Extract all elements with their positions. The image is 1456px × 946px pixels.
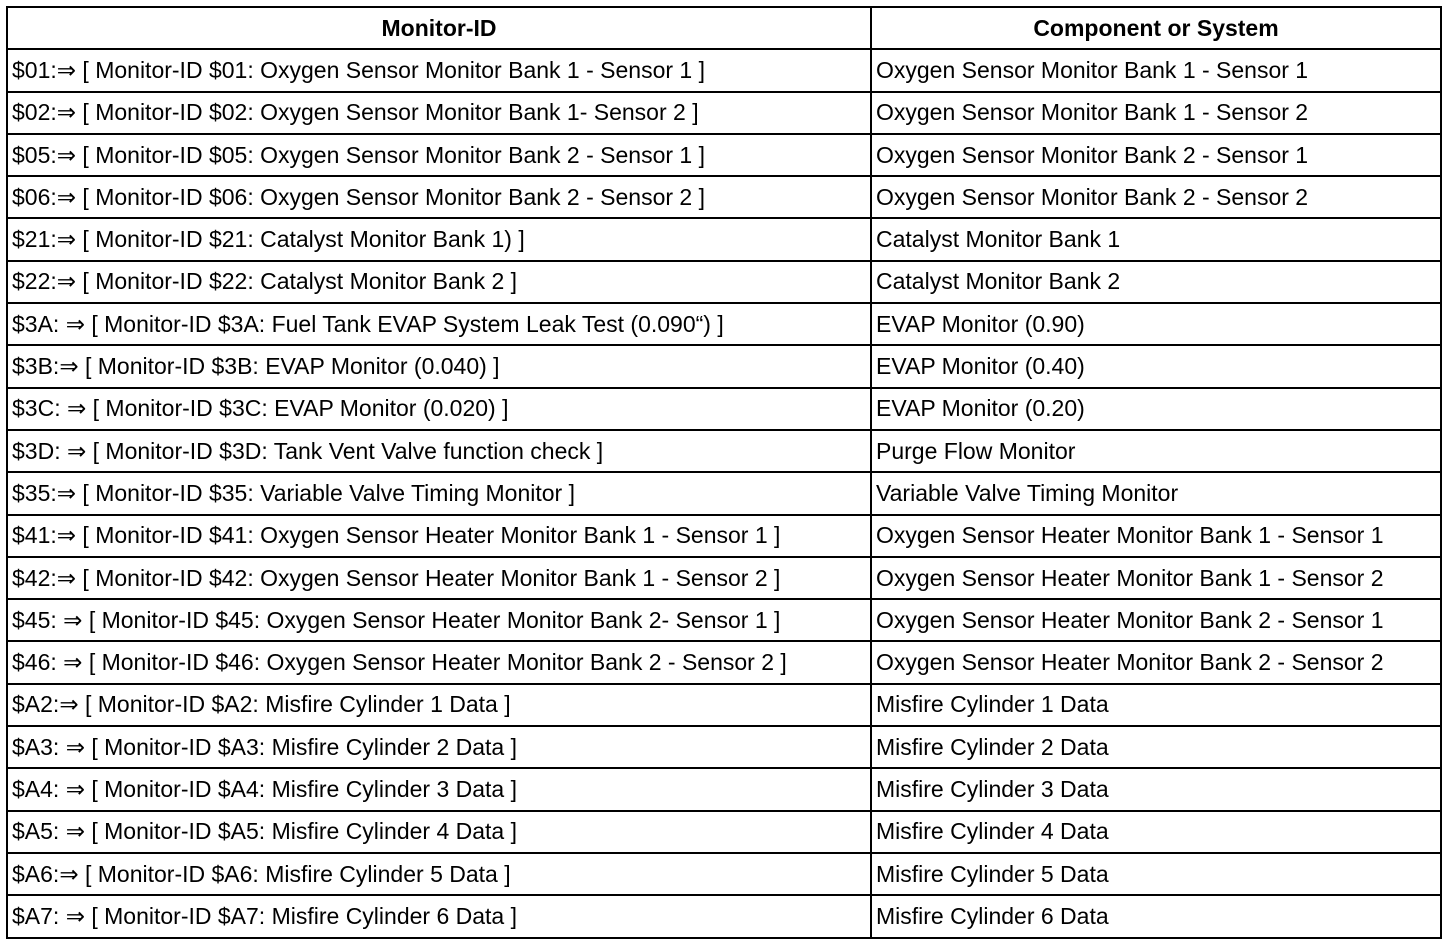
monitor-id-cell: $41:⇒ [ Monitor-ID $41: Oxygen Sensor Heater Monitor Bank 1 - Sensor 1 ] bbox=[7, 515, 871, 557]
component-or-system-cell: Oxygen Sensor Heater Monitor Bank 2 - Sensor 1 bbox=[871, 599, 1441, 641]
table-row bbox=[7, 49, 1441, 91]
monitor-id-cell: $3D: ⇒ [ Monitor-ID $3D: Tank Vent Valve function check ] bbox=[7, 430, 871, 472]
column-header-monitor-id: Monitor-ID bbox=[7, 7, 871, 49]
table-row bbox=[7, 768, 1441, 810]
monitor-id-cell: $3C: ⇒ [ Monitor-ID $3C: EVAP Monitor (0.020) ] bbox=[7, 388, 871, 430]
component-or-system-cell: Catalyst Monitor Bank 2 bbox=[871, 261, 1441, 303]
monitor-id-table-container bbox=[6, 6, 1440, 939]
table-row bbox=[7, 430, 1441, 472]
monitor-id-cell: $05:⇒ [ Monitor-ID $05: Oxygen Sensor Monitor Bank 2 - Sensor 1 ] bbox=[7, 134, 871, 176]
table-row bbox=[7, 261, 1441, 303]
table-row bbox=[7, 557, 1441, 599]
table-row bbox=[7, 641, 1441, 683]
component-or-system-cell: Catalyst Monitor Bank 1 bbox=[871, 218, 1441, 260]
table-row bbox=[7, 176, 1441, 218]
monitor-id-cell: $06:⇒ [ Monitor-ID $06: Oxygen Sensor Monitor Bank 2 - Sensor 2 ] bbox=[7, 176, 871, 218]
table-row bbox=[7, 684, 1441, 726]
table-body bbox=[7, 49, 1441, 937]
table-row bbox=[7, 345, 1441, 387]
monitor-id-cell: $01:⇒ [ Monitor-ID $01: Oxygen Sensor Monitor Bank 1 - Sensor 1 ] bbox=[7, 49, 871, 91]
component-or-system-cell: Purge Flow Monitor bbox=[871, 430, 1441, 472]
monitor-id-cell: $A6:⇒ [ Monitor-ID $A6: Misfire Cylinder 5 Data ] bbox=[7, 853, 871, 895]
monitor-id-cell: $35:⇒ [ Monitor-ID $35: Variable Valve Timing Monitor ] bbox=[7, 472, 871, 514]
monitor-id-cell: $A7: ⇒ [ Monitor-ID $A7: Misfire Cylinder 6 Data ] bbox=[7, 895, 871, 937]
monitor-id-cell: $46: ⇒ [ Monitor-ID $46: Oxygen Sensor Heater Monitor Bank 2 - Sensor 2 ] bbox=[7, 641, 871, 683]
table-row bbox=[7, 472, 1441, 514]
monitor-id-cell: $A3: ⇒ [ Monitor-ID $A3: Misfire Cylinder 2 Data ] bbox=[7, 726, 871, 768]
monitor-id-cell: $45: ⇒ [ Monitor-ID $45: Oxygen Sensor Heater Monitor Bank 2- Sensor 1 ] bbox=[7, 599, 871, 641]
component-or-system-cell: Oxygen Sensor Heater Monitor Bank 1 - Sensor 1 bbox=[871, 515, 1441, 557]
component-or-system-cell: Misfire Cylinder 4 Data bbox=[871, 811, 1441, 853]
table-row bbox=[7, 515, 1441, 557]
table-row bbox=[7, 303, 1441, 345]
table-row bbox=[7, 388, 1441, 430]
component-or-system-cell: Misfire Cylinder 1 Data bbox=[871, 684, 1441, 726]
component-or-system-cell: EVAP Monitor (0.20) bbox=[871, 388, 1441, 430]
table-row bbox=[7, 599, 1441, 641]
component-or-system-cell: Oxygen Sensor Monitor Bank 2 - Sensor 1 bbox=[871, 134, 1441, 176]
table-header-row bbox=[7, 7, 1441, 49]
monitor-id-cell: $A2:⇒ [ Monitor-ID $A2: Misfire Cylinder 1 Data ] bbox=[7, 684, 871, 726]
component-or-system-cell: Oxygen Sensor Monitor Bank 2 - Sensor 2 bbox=[871, 176, 1441, 218]
monitor-id-cell: $3A: ⇒ [ Monitor-ID $3A: Fuel Tank EVAP System Leak Test (0.090“) ] bbox=[7, 303, 871, 345]
table-row bbox=[7, 134, 1441, 176]
component-or-system-cell: Misfire Cylinder 2 Data bbox=[871, 726, 1441, 768]
component-or-system-cell: EVAP Monitor (0.40) bbox=[871, 345, 1441, 387]
table-row bbox=[7, 811, 1441, 853]
monitor-id-cell: $A4: ⇒ [ Monitor-ID $A4: Misfire Cylinder 3 Data ] bbox=[7, 768, 871, 810]
component-or-system-cell: Misfire Cylinder 3 Data bbox=[871, 768, 1441, 810]
column-header-component-or-system: Component or System bbox=[871, 7, 1441, 49]
table-row bbox=[7, 726, 1441, 768]
table-row bbox=[7, 895, 1441, 937]
table-row bbox=[7, 218, 1441, 260]
table-row bbox=[7, 853, 1441, 895]
component-or-system-cell: EVAP Monitor (0.90) bbox=[871, 303, 1441, 345]
monitor-id-cell: $3B:⇒ [ Monitor-ID $3B: EVAP Monitor (0.040) ] bbox=[7, 345, 871, 387]
monitor-id-cell: $42:⇒ [ Monitor-ID $42: Oxygen Sensor Heater Monitor Bank 1 - Sensor 2 ] bbox=[7, 557, 871, 599]
component-or-system-cell: Oxygen Sensor Heater Monitor Bank 2 - Sensor 2 bbox=[871, 641, 1441, 683]
component-or-system-cell: Misfire Cylinder 5 Data bbox=[871, 853, 1441, 895]
table-row bbox=[7, 92, 1441, 134]
component-or-system-cell: Oxygen Sensor Monitor Bank 1 - Sensor 1 bbox=[871, 49, 1441, 91]
component-or-system-cell: Oxygen Sensor Monitor Bank 1 - Sensor 2 bbox=[871, 92, 1441, 134]
component-or-system-cell: Misfire Cylinder 6 Data bbox=[871, 895, 1441, 937]
component-or-system-cell: Oxygen Sensor Heater Monitor Bank 1 - Sensor 2 bbox=[871, 557, 1441, 599]
monitor-id-table bbox=[6, 6, 1442, 939]
monitor-id-cell: $02:⇒ [ Monitor-ID $02: Oxygen Sensor Monitor Bank 1- Sensor 2 ] bbox=[7, 92, 871, 134]
component-or-system-cell: Variable Valve Timing Monitor bbox=[871, 472, 1441, 514]
monitor-id-cell: $22:⇒ [ Monitor-ID $22: Catalyst Monitor Bank 2 ] bbox=[7, 261, 871, 303]
monitor-id-cell: $21:⇒ [ Monitor-ID $21: Catalyst Monitor Bank 1) ] bbox=[7, 218, 871, 260]
monitor-id-cell: $A5: ⇒ [ Monitor-ID $A5: Misfire Cylinder 4 Data ] bbox=[7, 811, 871, 853]
